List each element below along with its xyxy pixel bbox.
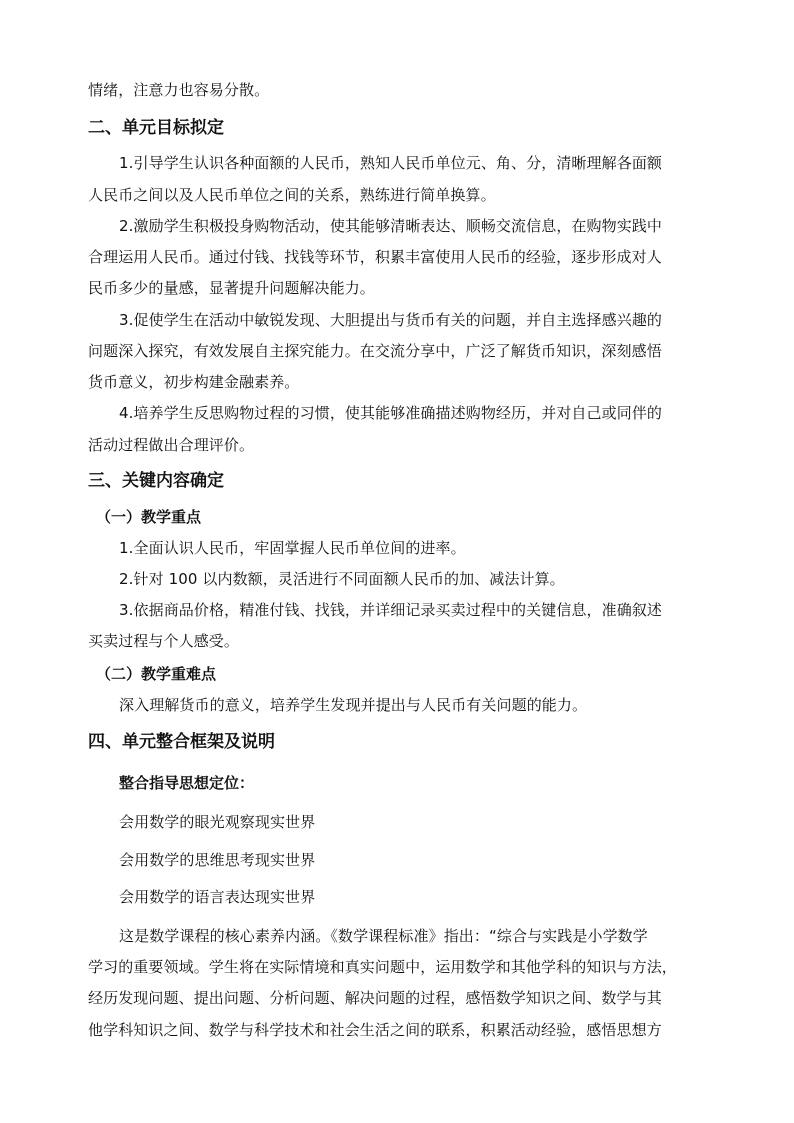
subsection-heading-key-points: （一）教学重点 <box>96 508 202 526</box>
paragraph-line: 学习的重要领域。学生将在实际情境和真实问题中，运用数学和其他学科的知识与方法， <box>88 958 677 976</box>
paragraph-line: 1.全面认识人民币，牢固掌握人民币单位间的进率。 <box>119 539 466 557</box>
list-line: 会用数学的眼光观察现实世界 <box>119 813 316 831</box>
subsection-heading-guiding-idea: 整合指导思想定位： <box>119 774 255 792</box>
paragraph-line: 他学科知识之间、数学与科学技术和社会生活之间的联系，积累活动经验，感悟思想方 <box>88 1021 662 1039</box>
paragraph-line: 人民币之间以及人民币单位之间的关系，熟练进行简单换算。 <box>88 186 496 204</box>
paragraph-line: 2.激励学生积极投身购物活动，使其能够清晰表达、顺畅交流信息，在购物实践中 <box>119 217 663 235</box>
paragraph-line: 深入理解货币的意义，培养学生发现并提出与人民币有关问题的能力。 <box>119 696 588 714</box>
list-line: 会用数学的思维思考现实世界 <box>119 851 316 869</box>
paragraph-line: 3.促使学生在活动中敏锐发现、大胆提出与货币有关的问题，并自主选择感兴趣的 <box>119 311 663 329</box>
paragraph-line: 2.针对 100 以内数额，灵活进行不同面额人民币的加、减法计算。 <box>119 570 565 588</box>
subsection-heading-difficulties: （二）教学重难点 <box>96 665 217 683</box>
paragraph-line: 情绪，注意力也容易分散。 <box>88 81 270 99</box>
section-heading-unit-goals: 二、单元目标拟定 <box>88 118 224 138</box>
paragraph-line: 买卖过程与个人感受。 <box>88 632 240 650</box>
paragraph-line: 货币意义，初步构建金融素养。 <box>88 373 300 391</box>
paragraph-line: 合理运用人民币。通过付钱、找钱等环节，积累丰富使用人民币的经验，逐步形成对人 <box>88 248 662 266</box>
section-heading-framework: 四、单元整合框架及说明 <box>88 732 275 752</box>
paragraph-line: 4.培养学生反思购物过程的习惯，使其能够准确描述购物经历，并对自己或同伴的 <box>119 404 663 422</box>
paragraph-line: 活动过程做出合理评价。 <box>88 436 255 454</box>
paragraph-line: 3.依据商品价格，精准付钱、找钱，并详细记录买卖过程中的关键信息，准确叙述 <box>119 601 663 619</box>
section-heading-key-content: 三、关键内容确定 <box>88 471 224 491</box>
paragraph-line: 1.引导学生认识各种面额的人民币，熟知人民币单位元、角、分，清晰理解各面额 <box>119 154 663 172</box>
list-line: 会用数学的语言表达现实世界 <box>119 888 316 906</box>
paragraph-line: 这是数学课程的核心素养内涵。《数学课程标准》指出：“综合与实践是小学数学 <box>119 927 648 945</box>
paragraph-line: 问题深入探究，有效发展自主探究能力。在交流分享中，广泛了解货币知识，深刻感悟 <box>88 342 662 360</box>
paragraph-line: 民币多少的量感，显著提升问题解决能力。 <box>88 279 375 297</box>
paragraph-line: 经历发现问题、提出问题、分析问题、解决问题的过程，感悟数学知识之间、数学与其 <box>88 989 662 1007</box>
